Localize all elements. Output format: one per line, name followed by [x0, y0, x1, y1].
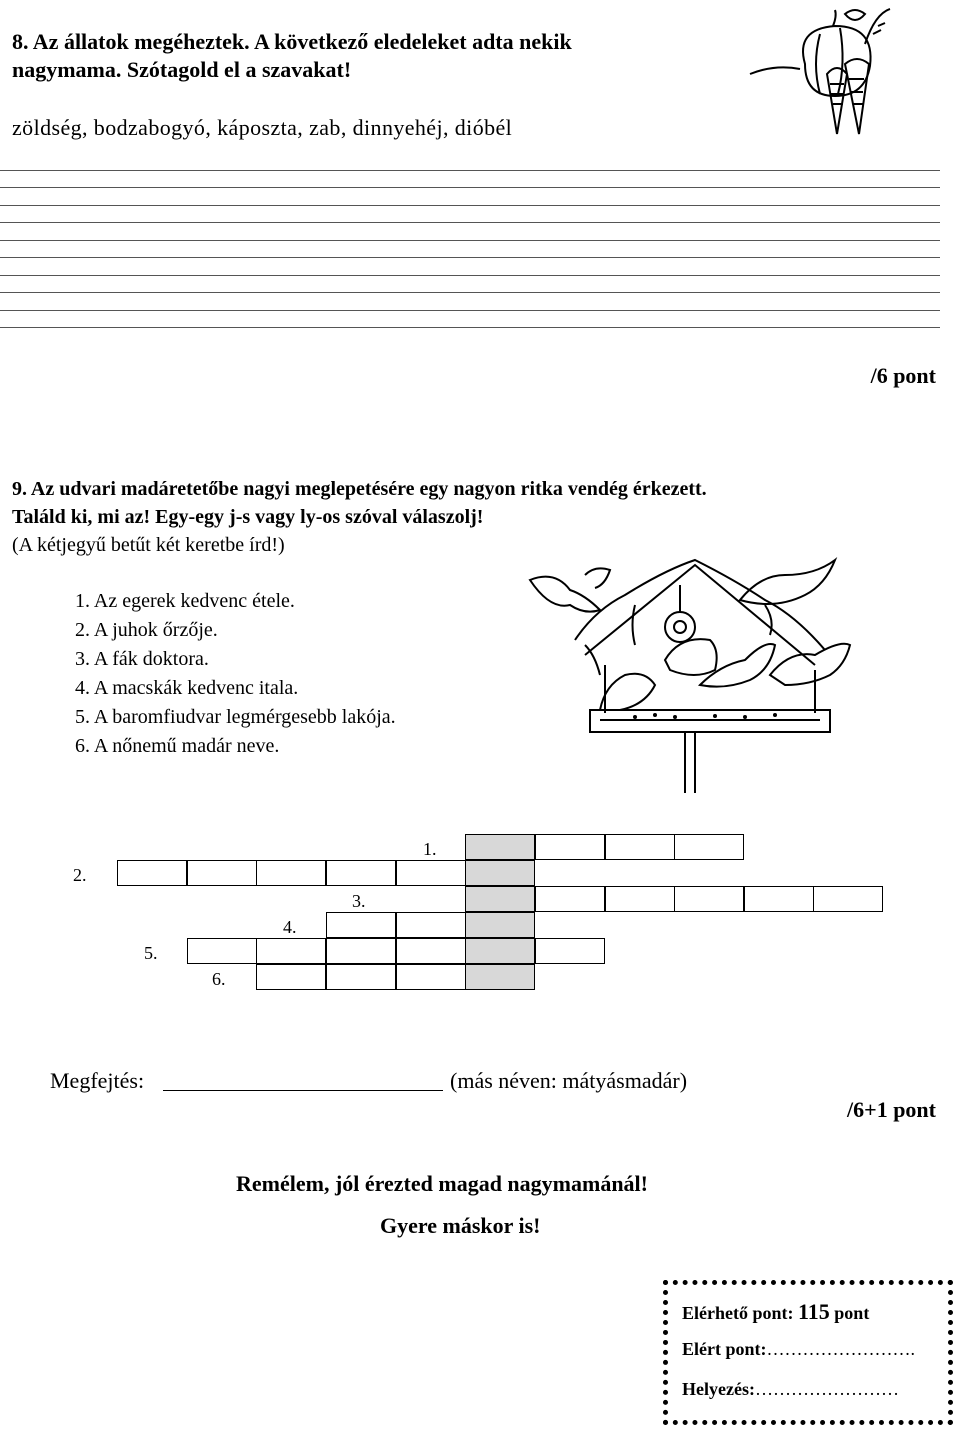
score-box	[663, 1280, 953, 1425]
crossword-cell[interactable]	[674, 834, 744, 860]
crossword-cell[interactable]	[117, 860, 187, 886]
crossword-cell[interactable]	[396, 860, 466, 886]
crossword-number: 1.	[423, 839, 437, 859]
crossword-number: 3.	[352, 891, 366, 911]
available-points	[682, 1299, 869, 1325]
crossword-cell[interactable]	[256, 938, 326, 964]
crossword-cell[interactable]	[326, 860, 396, 886]
clue-item: 3. A fák doktora.	[75, 648, 209, 670]
clue-item: 1. Az egerek kedvenc étele.	[75, 590, 295, 612]
task8-line1: 8. Az állatok megéheztek. A következő eledeleket adta nekik	[12, 29, 572, 54]
crossword-cell[interactable]	[535, 886, 605, 912]
crossword-cell-solution[interactable]	[465, 912, 535, 938]
task8-words: zöldség, bodzabogyó, káposzta, zab, dinnyehéj, dióbél	[12, 115, 513, 140]
crossword-cell[interactable]	[535, 834, 605, 860]
crossword-cell[interactable]	[187, 860, 257, 886]
crossword-cell[interactable]	[187, 938, 257, 964]
task9-line3: (A kétjegyű betűt két keretbe írd!)	[12, 534, 285, 556]
crossword-number: 2.	[73, 865, 87, 885]
clue-item: 4. A macskák kedvenc itala.	[75, 677, 299, 699]
crossword-cell[interactable]	[326, 938, 396, 964]
available-label: Elérhető pont:	[682, 1303, 794, 1323]
closing-line1: Remélem, jól érezted magad nagymamánál!	[236, 1171, 648, 1196]
achieved-points	[682, 1339, 915, 1360]
achieved-label: Elért pont:	[682, 1339, 767, 1359]
crossword-cell[interactable]	[256, 860, 326, 886]
solution-answer-line[interactable]	[163, 1090, 443, 1091]
bird-feeder-illustration	[515, 545, 875, 795]
crossword-cell[interactable]	[535, 938, 605, 964]
crossword-cell[interactable]	[674, 886, 744, 912]
crossword-cell[interactable]	[396, 912, 466, 938]
available-value: 115	[798, 1299, 830, 1324]
crossword-number: 6.	[212, 969, 226, 989]
crossword-cell-solution[interactable]	[465, 860, 535, 886]
clue-list	[75, 588, 396, 762]
crossword-cell-solution[interactable]	[465, 964, 535, 990]
crossword-number: 5.	[144, 943, 158, 963]
available-unit: pont	[834, 1303, 870, 1323]
crossword-cell-solution[interactable]	[465, 938, 535, 964]
task8-points: /6 pont	[870, 363, 936, 388]
crossword-cell[interactable]	[396, 938, 466, 964]
crossword-cell[interactable]	[256, 964, 326, 990]
rank-label: Helyezés:	[682, 1379, 755, 1399]
clue-item: 2. A juhok őrzője.	[75, 619, 218, 641]
task9-points: /6+1 pont	[847, 1097, 936, 1122]
crossword-cell-solution[interactable]	[465, 886, 535, 912]
closing-line2: Gyere máskor is!	[380, 1213, 541, 1238]
crossword-cell[interactable]	[326, 964, 396, 990]
clue-item: 5. A baromfiudvar legmérgesebb lakója.	[75, 706, 396, 728]
crossword-cell[interactable]	[605, 886, 675, 912]
task9-line1: 9. Az udvari madáretetőbe nagyi meglepetésére egy nagyon ritka vendég érkezett.	[12, 478, 707, 500]
solution-hint: (más néven: mátyásmadár)	[450, 1068, 688, 1093]
achieved-dots[interactable]: …………………….	[766, 1339, 915, 1359]
crossword-cell[interactable]	[326, 912, 396, 938]
solution-label: Megfejtés:	[50, 1068, 145, 1093]
crossword-number: 4.	[283, 917, 297, 937]
rank-dots[interactable]: ……………………	[754, 1379, 899, 1399]
task9-line2: Találd ki, mi az! Egy-egy j-s vagy ly-os szóval válaszolj!	[12, 506, 484, 528]
harvest-illustration	[745, 4, 895, 144]
task8-line2: nagymama. Szótagold el a szavakat!	[12, 57, 352, 82]
crossword-cell[interactable]	[605, 834, 675, 860]
rank	[682, 1379, 899, 1400]
crossword-cell-solution[interactable]	[465, 834, 535, 860]
crossword-cell[interactable]	[813, 886, 883, 912]
crossword-cell[interactable]	[744, 886, 814, 912]
crossword-cell[interactable]	[396, 964, 466, 990]
clue-item: 6. A nőnemű madár neve.	[75, 735, 280, 757]
